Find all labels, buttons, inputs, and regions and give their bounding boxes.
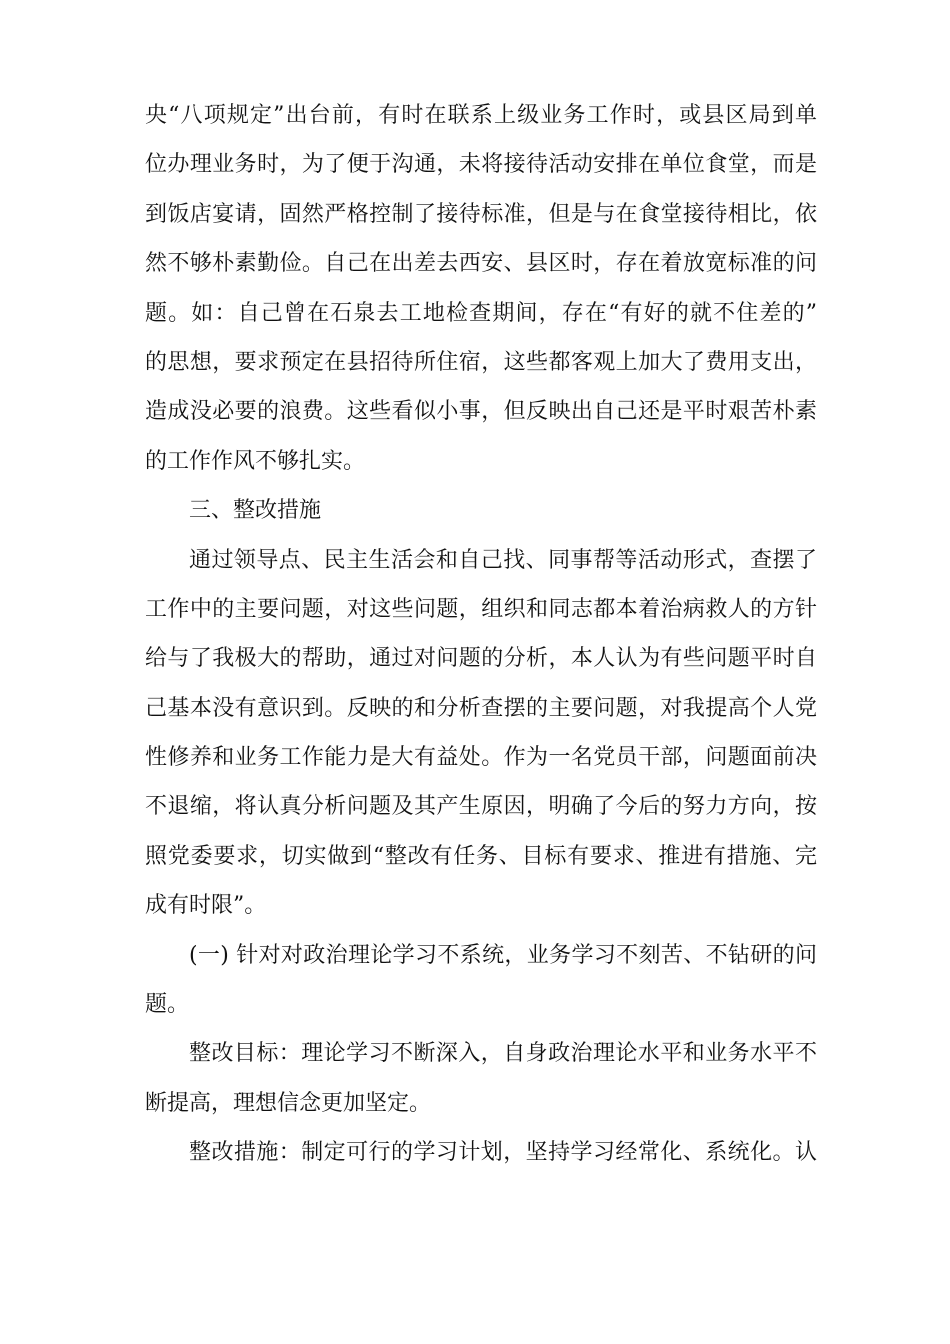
text-line: 题。如：自己曾在石泉去工地检查期间，存在“有好的就不住差的” <box>145 300 817 326</box>
text-line: 成有时限”。 <box>145 893 267 919</box>
text-line: 整改措施：制定可行的学习计划，坚持学习经常化、系统化。认 <box>189 1140 817 1166</box>
text-line: 通过领导点、民主生活会和自己找、同事帮等活动形式，查摆了 <box>189 547 817 573</box>
text-line: 到饭店宴请，固然严格控制了接待标准，但是与在食堂接待相比，依 <box>145 201 817 227</box>
text-line: 照党委要求，切实做到“整改有任务、目标有要求、推进有措施、完 <box>145 843 817 869</box>
text-line: 整改目标：理论学习不断深入，自身政治理论水平和业务水平不 <box>189 1041 817 1067</box>
text-line: 央“八项规定”出台前，有时在联系上级业务工作时，或县区局到单 <box>145 103 817 128</box>
paragraph-rectification-goal <box>145 1029 817 1128</box>
text-line: 工作中的主要问题，对这些问题，组织和同志都本着治病救人的方针 <box>145 596 817 622</box>
section-heading-rectification <box>145 486 817 535</box>
paragraph-reception-frugality <box>145 91 817 486</box>
text-line: 不退缩，将认真分析问题及其产生原因，明确了今后的努力方向，按 <box>145 794 817 820</box>
text-line: 己基本没有意识到。反映的和分析查摆的主要问题，对我提高个人党 <box>145 695 817 721</box>
document-body <box>145 91 817 1178</box>
paragraph-rectification-intro <box>145 536 817 931</box>
text-line: 题。 <box>145 992 190 1018</box>
text-line: 位办理业务时，为了便于沟通，未将接待活动安排在单位食堂，而是 <box>145 152 817 178</box>
text-line: 断提高，理想信念更加坚定。 <box>145 1090 432 1116</box>
text-line: 的思想，要求预定在县招待所住宿，这些都客观上加大了费用支出， <box>145 349 817 375</box>
text-line: 性修养和业务工作能力是大有益处。作为一名党员干部，问题面前决 <box>145 745 817 771</box>
text-line: 然不够朴素勤俭。自己在出差去西安、县区时，存在着放宽标准的问 <box>145 251 817 277</box>
subheading-problem-one <box>145 931 817 1030</box>
text-line: 三、整改措施 <box>189 498 322 524</box>
text-line: 的工作作风不够扎实。 <box>145 448 366 474</box>
text-line: 给与了我极大的帮助，通过对问题的分析，本人认为有些问题平时自 <box>145 646 817 672</box>
paragraph-rectification-measures <box>145 1128 817 1177</box>
text-line: (一) 针对对政治理论学习不系统，业务学习不刻苦、不钻研的问 <box>189 942 817 968</box>
text-line: 造成没必要的浪费。这些看似小事，但反映出自己还是平时艰苦朴素 <box>145 399 817 425</box>
